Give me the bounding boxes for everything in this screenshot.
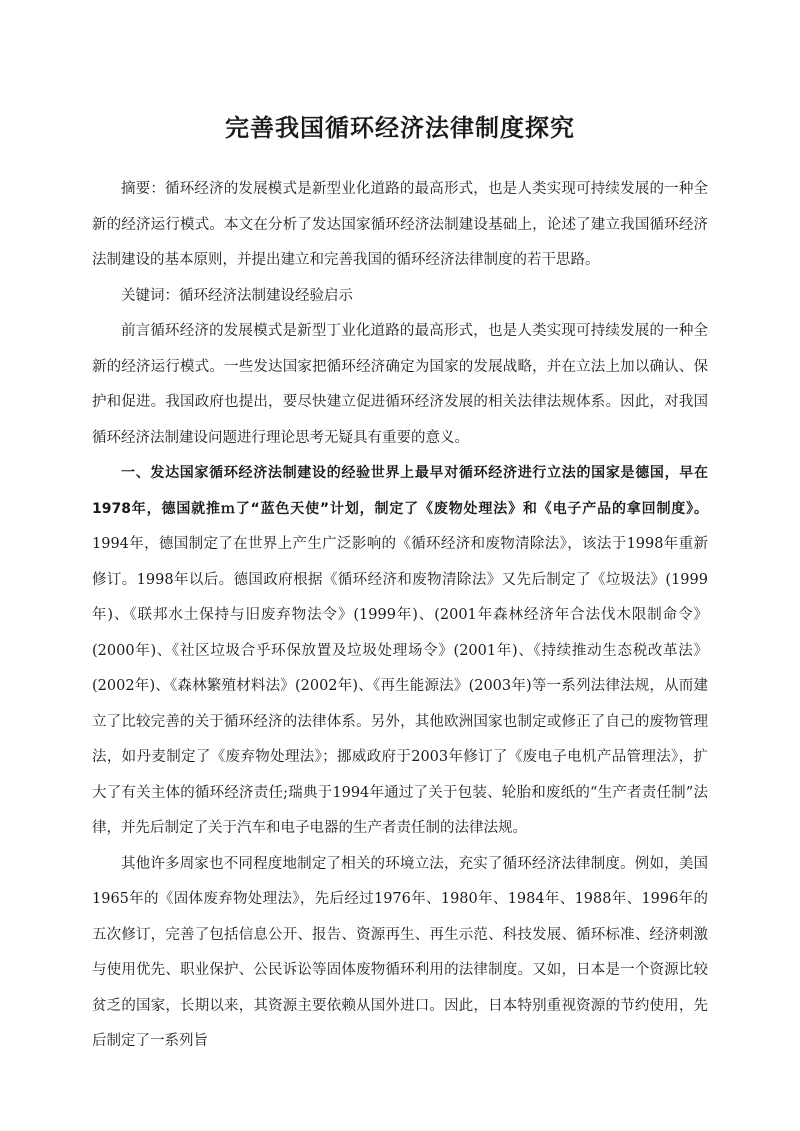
preface-paragraph: 前言循环经济的发展模式是新型丁业化道路的最高形式，也是人类实现可持续发展的一种全新的经济运行模式。一些发达国家把循环经济确定为国家的发展战略，并在立法上加以确认、保护和促进。我国政府也提出，要尽快建立促进循环经济发展的相关法律法规体系。因此，对我国循环经济法制建设问题进行理论思考无疑具有重要的意义。 bbox=[92, 323, 708, 446]
section-1-paragraph bbox=[92, 456, 708, 847]
keywords-paragraph: 关键词：循环经济法制建设经验启示 bbox=[121, 287, 353, 304]
document-title: 完善我国循环经济法律制度探究 bbox=[225, 114, 575, 142]
other-countries-paragraph: 其他许多周家也不同程度地制定了相关的环境立法，充实了循环经济法律制度。例如，美国1965年的《固体废弃物处理法》，先后经过1976年、1980年、1984年、1988年、1996年的五次修订，完善了包括信息公开、报告、资源再生、再生示范、科技发展、循环标准、经济刺激与使用优先、职业保护、公民诉讼等固体废物循环利用的法律制度。又如，日本是一个资源比较贫乏的国家，长期以来，其资源主要依赖从国外进口。因此，日本特别重视资源的节约使用，先后制定了一系列旨 bbox=[92, 855, 708, 1049]
abstract-paragraph: 摘要：循环经济的发展模式是新型业化道路的最高形式，也是人类实现可持续发展的一种全新的经济运行模式。本文在分析了发达国家循环经济法制建设基础上，论述了建立我国循环经济法制建设的基本原则，并提出建立和完善我国的循环经济法律制度的若干思路。 bbox=[92, 181, 708, 268]
section-1-body: 1994年，德国制定了在世界上产生广泛影响的《循环经济和废物清除法》，该法于1998年重新修订。1998年以后。德国政府根据《循环经济和废物清除法》又先后制定了《垃圾法》(1999年)、《联邦水土保持与旧废弃物法令》(1999年)、(2001年森林经济年合法伐木限制命令》(2000年)、《社区垃圾合乎环保放置及垃圾处理场令》(2001年)、《持续推动生态税改革法》(2002年)、《森林繁殖材料法》(2002年)、《再生能源法》(2003年)等一系列法律法规，从而建立了比较完善的关于循环经济的法律体系。另外，其他欧洲国家也制定或修正了自己的废物管理法，如丹麦制定了《废弃物处理法》；挪威政府于2003年修订了《废电子电机产品管理法》，扩大了有关主体的循环经济责任;瑞典于1994年通过了关于包装、轮胎和废纸的“生产者责任制”法律，并先后制定了关于汽车和电子电器的生产者责任制的法律法规。 bbox=[92, 536, 708, 836]
section-1-heading: 一、发达国家循环经济法制建设的经验世界上最早对循环经济进行立法的国家是德国，早在1978年，德国就推ｍ了“蓝色天使”计划，制定了《废物处理法》和《电子产品的拿回制度》。 bbox=[92, 465, 708, 517]
document-body bbox=[92, 172, 708, 1060]
